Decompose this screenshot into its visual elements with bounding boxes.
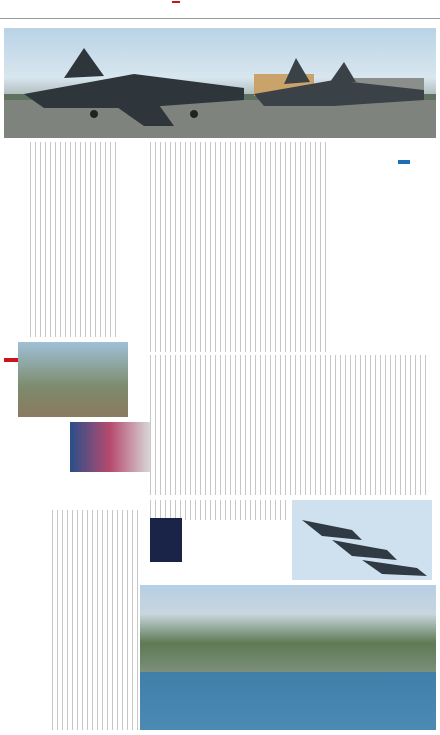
newspaper-logo [172, 1, 180, 3]
top-jet-photo [4, 28, 436, 138]
main-article-body-bottom [150, 500, 290, 520]
main-article-body-top [150, 142, 330, 352]
page-header [0, 0, 440, 19]
zhuhai-coast-photo [140, 585, 436, 730]
left-article-body [30, 142, 116, 337]
book-cover [150, 518, 182, 562]
main-article-body-middle [150, 355, 430, 495]
side-headline [6, 395, 28, 725]
side-article-body [52, 510, 142, 730]
analysis-badge [398, 160, 410, 164]
tsunami-photo [18, 342, 128, 417]
jet-formation-photo [292, 500, 432, 580]
rescue-photo [70, 422, 150, 472]
jet-photo-illustration [4, 28, 436, 138]
